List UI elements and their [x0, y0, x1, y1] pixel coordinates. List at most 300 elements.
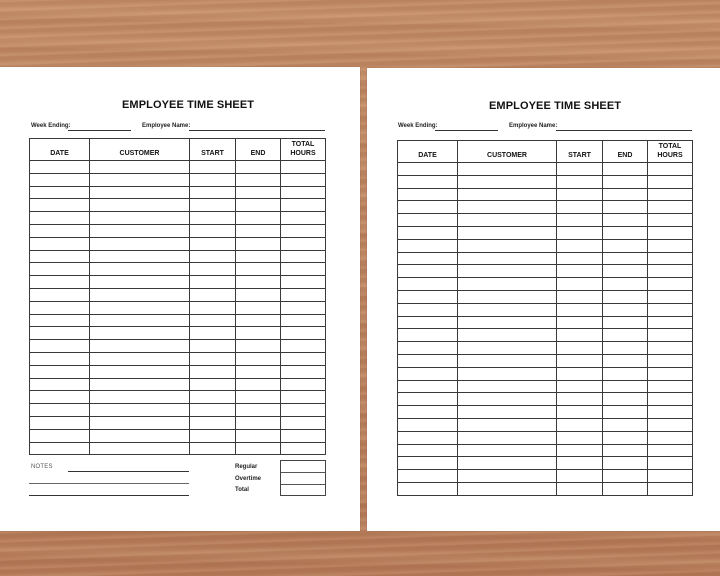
cell-start[interactable] [557, 367, 603, 380]
cell-date[interactable] [30, 416, 90, 429]
column-header-start: START [190, 139, 236, 161]
cell-end[interactable] [603, 329, 648, 342]
table-row [398, 278, 693, 291]
cell-customer[interactable] [458, 470, 557, 483]
cell-date[interactable] [30, 173, 90, 186]
cell-date[interactable] [398, 342, 458, 355]
cell-total-hours[interactable] [648, 393, 693, 406]
cell-date[interactable] [30, 212, 90, 225]
cell-start[interactable] [190, 237, 236, 250]
week-ending-label: Week Ending: [398, 123, 438, 129]
cell-end[interactable] [236, 173, 281, 186]
cell-date[interactable] [398, 393, 458, 406]
table-row [398, 406, 693, 419]
cell-start[interactable] [190, 416, 236, 429]
cell-end[interactable] [236, 250, 281, 263]
cell-total-hours[interactable] [648, 470, 693, 483]
cell-date[interactable] [30, 442, 90, 455]
cell-date[interactable] [30, 404, 90, 417]
cell-customer[interactable] [90, 199, 190, 212]
table-row [30, 224, 326, 237]
week-ending-field[interactable] [68, 130, 131, 131]
cell-total-hours[interactable] [281, 314, 326, 327]
cell-date[interactable] [30, 365, 90, 378]
cell-customer[interactable] [458, 406, 557, 419]
cell-customer[interactable] [458, 380, 557, 393]
cell-end[interactable] [603, 316, 648, 329]
cell-total-hours[interactable] [648, 303, 693, 316]
cell-start[interactable] [557, 457, 603, 470]
cell-start[interactable] [557, 406, 603, 419]
table-row [398, 175, 693, 188]
cell-customer[interactable] [458, 354, 557, 367]
cell-date[interactable] [30, 327, 90, 340]
cell-start[interactable] [190, 199, 236, 212]
cell-customer[interactable] [90, 161, 190, 174]
cell-total-hours[interactable] [281, 352, 326, 365]
total-hours-line1: TOTAL [658, 143, 682, 150]
cell-total-hours[interactable] [648, 239, 693, 252]
cell-start[interactable] [557, 393, 603, 406]
cell-end[interactable] [236, 340, 281, 353]
cell-total-hours[interactable] [281, 365, 326, 378]
notes-line-2[interactable] [29, 483, 189, 484]
cell-customer[interactable] [458, 393, 557, 406]
cell-date[interactable] [30, 340, 90, 353]
cell-date[interactable] [398, 444, 458, 457]
cell-total-hours[interactable] [648, 278, 693, 291]
cell-total-hours[interactable] [648, 406, 693, 419]
cell-date[interactable] [30, 224, 90, 237]
cell-end[interactable] [603, 226, 648, 239]
cell-start[interactable] [190, 250, 236, 263]
cell-end[interactable] [236, 416, 281, 429]
cell-total-hours[interactable] [281, 429, 326, 442]
employee-name-label: Employee Name: [142, 123, 191, 129]
cell-total-hours[interactable] [648, 163, 693, 176]
cell-customer[interactable] [90, 276, 190, 289]
cell-total-hours[interactable] [648, 252, 693, 265]
cell-start[interactable] [557, 418, 603, 431]
cell-total-hours[interactable] [648, 367, 693, 380]
cell-date[interactable] [398, 457, 458, 470]
cell-start[interactable] [190, 442, 236, 455]
cell-start[interactable] [190, 314, 236, 327]
cell-end[interactable] [236, 365, 281, 378]
cell-start[interactable] [190, 224, 236, 237]
cell-total-hours[interactable] [648, 265, 693, 278]
cell-date[interactable] [398, 290, 458, 303]
cell-customer[interactable] [90, 416, 190, 429]
cell-customer[interactable] [458, 316, 557, 329]
cell-total-hours[interactable] [281, 378, 326, 391]
cell-start[interactable] [557, 303, 603, 316]
cell-date[interactable] [30, 199, 90, 212]
total-hours-line1: TOTAL [291, 141, 315, 148]
table-header-row [30, 139, 326, 161]
column-header-end: END [603, 141, 648, 163]
cell-customer[interactable] [458, 175, 557, 188]
cell-start[interactable] [557, 354, 603, 367]
total-label: Total [235, 487, 249, 493]
cell-date[interactable] [398, 406, 458, 419]
cell-end[interactable] [603, 482, 648, 495]
employee-name-label: Employee Name: [509, 123, 558, 129]
column-header-total-hours [281, 139, 326, 161]
cell-total-hours[interactable] [281, 340, 326, 353]
cell-end[interactable] [236, 429, 281, 442]
cell-end[interactable] [603, 367, 648, 380]
cell-customer[interactable] [458, 444, 557, 457]
cell-customer[interactable] [458, 163, 557, 176]
cell-start[interactable] [557, 226, 603, 239]
cell-customer[interactable] [90, 340, 190, 353]
cell-start[interactable] [557, 342, 603, 355]
cell-end[interactable] [236, 161, 281, 174]
cell-end[interactable] [603, 354, 648, 367]
cell-start[interactable] [190, 212, 236, 225]
cell-date[interactable] [398, 482, 458, 495]
cell-customer[interactable] [458, 431, 557, 444]
cell-end[interactable] [603, 457, 648, 470]
cell-customer[interactable] [90, 250, 190, 263]
total-hours-line2: HOURS [290, 150, 316, 157]
cell-start[interactable] [557, 329, 603, 342]
table-row [30, 199, 326, 212]
cell-start[interactable] [190, 301, 236, 314]
cell-customer[interactable] [90, 442, 190, 455]
cell-total-hours[interactable] [281, 442, 326, 455]
cell-customer[interactable] [458, 214, 557, 227]
table-row [30, 212, 326, 225]
cell-total-hours[interactable] [648, 188, 693, 201]
cell-customer[interactable] [90, 429, 190, 442]
cell-total-hours[interactable] [648, 175, 693, 188]
cell-total-hours[interactable] [648, 214, 693, 227]
cell-total-hours[interactable] [648, 329, 693, 342]
cell-date[interactable] [398, 226, 458, 239]
cell-total-hours[interactable] [281, 301, 326, 314]
cell-total-hours[interactable] [281, 173, 326, 186]
cell-end[interactable] [603, 265, 648, 278]
cell-start[interactable] [557, 278, 603, 291]
cell-customer[interactable] [458, 290, 557, 303]
cell-end[interactable] [236, 352, 281, 365]
cell-end[interactable] [603, 444, 648, 457]
cell-date[interactable] [30, 161, 90, 174]
cell-end[interactable] [603, 201, 648, 214]
table-row [398, 252, 693, 265]
cell-end[interactable] [236, 314, 281, 327]
cell-date[interactable] [30, 378, 90, 391]
cell-total-hours[interactable] [281, 224, 326, 237]
cell-date[interactable] [398, 188, 458, 201]
cell-total-hours[interactable] [281, 250, 326, 263]
cell-end[interactable] [236, 288, 281, 301]
cell-start[interactable] [190, 404, 236, 417]
cell-total-hours[interactable] [648, 457, 693, 470]
cell-end[interactable] [603, 393, 648, 406]
cell-start[interactable] [190, 288, 236, 301]
cell-end[interactable] [236, 442, 281, 455]
cell-total-hours[interactable] [648, 444, 693, 457]
cell-end[interactable] [603, 290, 648, 303]
cell-total-hours[interactable] [281, 199, 326, 212]
total-hours-line2: HOURS [657, 152, 683, 159]
cell-date[interactable] [398, 470, 458, 483]
cell-start[interactable] [190, 429, 236, 442]
cell-total-hours[interactable] [281, 391, 326, 404]
cell-total-hours[interactable] [648, 380, 693, 393]
overtime-hours-cell[interactable] [281, 473, 325, 485]
cell-customer[interactable] [458, 457, 557, 470]
table-row [398, 329, 693, 342]
employee-name-field[interactable] [189, 130, 325, 131]
cell-customer[interactable] [458, 278, 557, 291]
cell-end[interactable] [603, 239, 648, 252]
cell-customer[interactable] [458, 329, 557, 342]
cell-end[interactable] [236, 391, 281, 404]
cell-total-hours[interactable] [281, 161, 326, 174]
cell-customer[interactable] [458, 252, 557, 265]
cell-customer[interactable] [458, 265, 557, 278]
cell-start[interactable] [190, 378, 236, 391]
cell-customer[interactable] [90, 327, 190, 340]
cell-customer[interactable] [90, 224, 190, 237]
table-row [398, 316, 693, 329]
cell-start[interactable] [190, 263, 236, 276]
cell-start[interactable] [557, 316, 603, 329]
cell-customer[interactable] [458, 418, 557, 431]
cell-end[interactable] [603, 431, 648, 444]
cell-total-hours[interactable] [281, 263, 326, 276]
table-row [398, 418, 693, 431]
hours-summary-box [280, 460, 326, 496]
cell-date[interactable] [30, 276, 90, 289]
cell-customer[interactable] [90, 404, 190, 417]
cell-customer[interactable] [90, 365, 190, 378]
table-row [30, 301, 326, 314]
cell-end[interactable] [603, 418, 648, 431]
table-row [398, 444, 693, 457]
cell-date[interactable] [398, 201, 458, 214]
cell-customer[interactable] [458, 482, 557, 495]
notes-line-1[interactable] [68, 471, 189, 472]
cell-date[interactable] [398, 175, 458, 188]
table-row [30, 404, 326, 417]
table-row [30, 340, 326, 353]
cell-end[interactable] [236, 276, 281, 289]
table-row [30, 352, 326, 365]
table-row [30, 237, 326, 250]
regular-hours-cell[interactable] [281, 461, 325, 473]
cell-end[interactable] [603, 406, 648, 419]
cell-total-hours[interactable] [648, 482, 693, 495]
cell-date[interactable] [30, 186, 90, 199]
cell-date[interactable] [30, 250, 90, 263]
cell-total-hours[interactable] [648, 290, 693, 303]
cell-start[interactable] [190, 186, 236, 199]
week-ending-field[interactable] [435, 130, 498, 131]
table-row [30, 250, 326, 263]
cell-customer[interactable] [90, 301, 190, 314]
cell-end[interactable] [603, 175, 648, 188]
cell-start[interactable] [190, 173, 236, 186]
table-row [398, 393, 693, 406]
cell-total-hours[interactable] [648, 431, 693, 444]
cell-customer[interactable] [458, 342, 557, 355]
cell-date[interactable] [398, 265, 458, 278]
cell-start[interactable] [557, 252, 603, 265]
cell-date[interactable] [30, 237, 90, 250]
table-row [30, 391, 326, 404]
cell-date[interactable] [30, 263, 90, 276]
cell-date[interactable] [398, 239, 458, 252]
cell-customer[interactable] [90, 212, 190, 225]
cell-end[interactable] [603, 252, 648, 265]
cell-customer[interactable] [458, 239, 557, 252]
cell-customer[interactable] [458, 303, 557, 316]
cell-date[interactable] [30, 314, 90, 327]
table-row [30, 263, 326, 276]
page-title: EMPLOYEE TIME SHEET [122, 99, 255, 111]
table-row [30, 429, 326, 442]
cell-end[interactable] [236, 263, 281, 276]
cell-end[interactable] [236, 404, 281, 417]
cell-start[interactable] [190, 276, 236, 289]
cell-start[interactable] [557, 470, 603, 483]
cell-total-hours[interactable] [281, 327, 326, 340]
cell-customer[interactable] [90, 391, 190, 404]
cell-date[interactable] [398, 214, 458, 227]
cell-customer[interactable] [90, 378, 190, 391]
cell-end[interactable] [236, 212, 281, 225]
cell-total-hours[interactable] [648, 316, 693, 329]
table-row [30, 314, 326, 327]
cell-date[interactable] [398, 316, 458, 329]
cell-start[interactable] [557, 239, 603, 252]
cell-end[interactable] [603, 470, 648, 483]
cell-start[interactable] [557, 431, 603, 444]
cell-start[interactable] [190, 365, 236, 378]
cell-customer[interactable] [90, 288, 190, 301]
cell-end[interactable] [603, 303, 648, 316]
employee-name-field[interactable] [556, 130, 692, 131]
table-row [398, 188, 693, 201]
cell-total-hours[interactable] [281, 404, 326, 417]
cell-end[interactable] [603, 188, 648, 201]
cell-start[interactable] [557, 214, 603, 227]
cell-start[interactable] [557, 188, 603, 201]
cell-customer[interactable] [90, 186, 190, 199]
cell-customer[interactable] [90, 237, 190, 250]
cell-start[interactable] [557, 175, 603, 188]
cell-end[interactable] [236, 237, 281, 250]
cell-end[interactable] [236, 199, 281, 212]
cell-date[interactable] [398, 367, 458, 380]
cell-total-hours[interactable] [648, 201, 693, 214]
cell-customer[interactable] [458, 367, 557, 380]
cell-total-hours[interactable] [281, 416, 326, 429]
cell-customer[interactable] [90, 263, 190, 276]
cell-total-hours[interactable] [281, 237, 326, 250]
table-row [30, 378, 326, 391]
cell-total-hours[interactable] [281, 276, 326, 289]
cell-start[interactable] [557, 482, 603, 495]
cell-customer[interactable] [90, 352, 190, 365]
notes-label: NOTES [31, 464, 53, 470]
cell-total-hours[interactable] [281, 288, 326, 301]
cell-total-hours[interactable] [648, 342, 693, 355]
cell-start[interactable] [190, 352, 236, 365]
cell-end[interactable] [236, 378, 281, 391]
cell-total-hours[interactable] [281, 212, 326, 225]
cell-date[interactable] [398, 431, 458, 444]
cell-end[interactable] [603, 380, 648, 393]
cell-start[interactable] [557, 163, 603, 176]
cell-start[interactable] [557, 265, 603, 278]
table-row [30, 276, 326, 289]
timesheet-table [397, 140, 693, 496]
cell-start[interactable] [190, 161, 236, 174]
cell-end[interactable] [603, 342, 648, 355]
cell-date[interactable] [30, 429, 90, 442]
cell-start[interactable] [557, 290, 603, 303]
cell-end[interactable] [603, 214, 648, 227]
cell-customer[interactable] [90, 314, 190, 327]
cell-date[interactable] [398, 252, 458, 265]
cell-date[interactable] [30, 288, 90, 301]
cell-total-hours[interactable] [648, 354, 693, 367]
cell-date[interactable] [30, 352, 90, 365]
cell-total-hours[interactable] [281, 186, 326, 199]
cell-date[interactable] [398, 329, 458, 342]
cell-start[interactable] [190, 327, 236, 340]
cell-end[interactable] [603, 278, 648, 291]
cell-end[interactable] [236, 224, 281, 237]
cell-date[interactable] [398, 418, 458, 431]
cell-start[interactable] [557, 444, 603, 457]
cell-start[interactable] [557, 201, 603, 214]
cell-end[interactable] [236, 327, 281, 340]
cell-date[interactable] [30, 301, 90, 314]
cell-date[interactable] [398, 380, 458, 393]
cell-end[interactable] [603, 163, 648, 176]
cell-date[interactable] [398, 163, 458, 176]
notes-line-3[interactable] [29, 495, 189, 496]
cell-total-hours[interactable] [648, 418, 693, 431]
cell-total-hours[interactable] [648, 226, 693, 239]
cell-start[interactable] [557, 380, 603, 393]
cell-customer[interactable] [458, 188, 557, 201]
cell-start[interactable] [190, 340, 236, 353]
cell-date[interactable] [398, 303, 458, 316]
timesheet-page-right [367, 68, 720, 531]
cell-date[interactable] [398, 278, 458, 291]
cell-customer[interactable] [458, 226, 557, 239]
table-row [398, 303, 693, 316]
cell-customer[interactable] [90, 173, 190, 186]
cell-date[interactable] [30, 391, 90, 404]
cell-end[interactable] [236, 186, 281, 199]
table-body [398, 163, 693, 496]
cell-date[interactable] [398, 354, 458, 367]
cell-end[interactable] [236, 301, 281, 314]
cell-customer[interactable] [458, 201, 557, 214]
total-hours-cell[interactable] [281, 485, 325, 497]
cell-start[interactable] [190, 391, 236, 404]
table-row [398, 226, 693, 239]
